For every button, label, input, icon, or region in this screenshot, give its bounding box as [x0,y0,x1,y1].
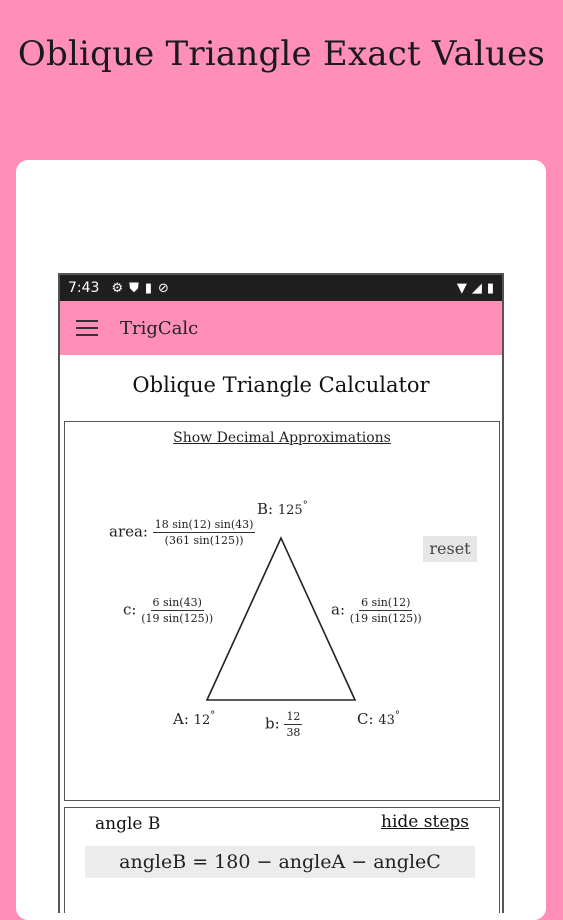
step-title: angle B [95,814,161,834]
triangle-diagram [64,421,500,801]
page-headline: Oblique Triangle Exact Values [17,34,546,74]
angle-b-label: B: 125° [257,500,308,518]
hamburger-icon[interactable] [76,320,98,336]
angle-c-label: C: 43° [357,710,400,728]
app-title: TrigCalc [120,317,199,339]
phone-frame [58,273,504,913]
calculator-title: Oblique Triangle Calculator [132,373,430,397]
step-formula: angleB = 180 − angleA − angleC [85,846,475,878]
shield-icon: ⛊ [129,280,139,296]
hide-steps-link[interactable]: hide steps [381,812,469,832]
status-time: 7:43 [68,280,100,296]
area-label: area: $\frac{18 \sin(12) \sin(43)}{(361 \sin(125))}$ [109,518,254,547]
status-bar [60,275,502,301]
reset-button[interactable]: reset [423,536,477,562]
app-bar [60,301,502,355]
show-decimal-link[interactable]: Show Decimal Approximations [173,430,391,446]
data-saver-icon: ⊘ [158,280,169,296]
signal-icon: ◢ [471,280,482,296]
sim-icon: ▮ [144,280,153,296]
side-c-label: c: $\frac{6 \sin(43)}{(19 \sin(125))}$ [123,596,214,625]
angle-a-label: A: 12° [173,710,216,728]
battery-icon: ▮ [486,280,494,296]
side-b-label: b: $\frac{12}{38}$ [265,710,301,739]
side-a-label: a: $\frac{6 \sin(12)}{(19 \sin(125))}$ [331,596,422,625]
gear-icon: ⚙ [111,280,124,296]
wifi-icon: ▼ [456,280,467,296]
steps-panel [64,807,500,913]
